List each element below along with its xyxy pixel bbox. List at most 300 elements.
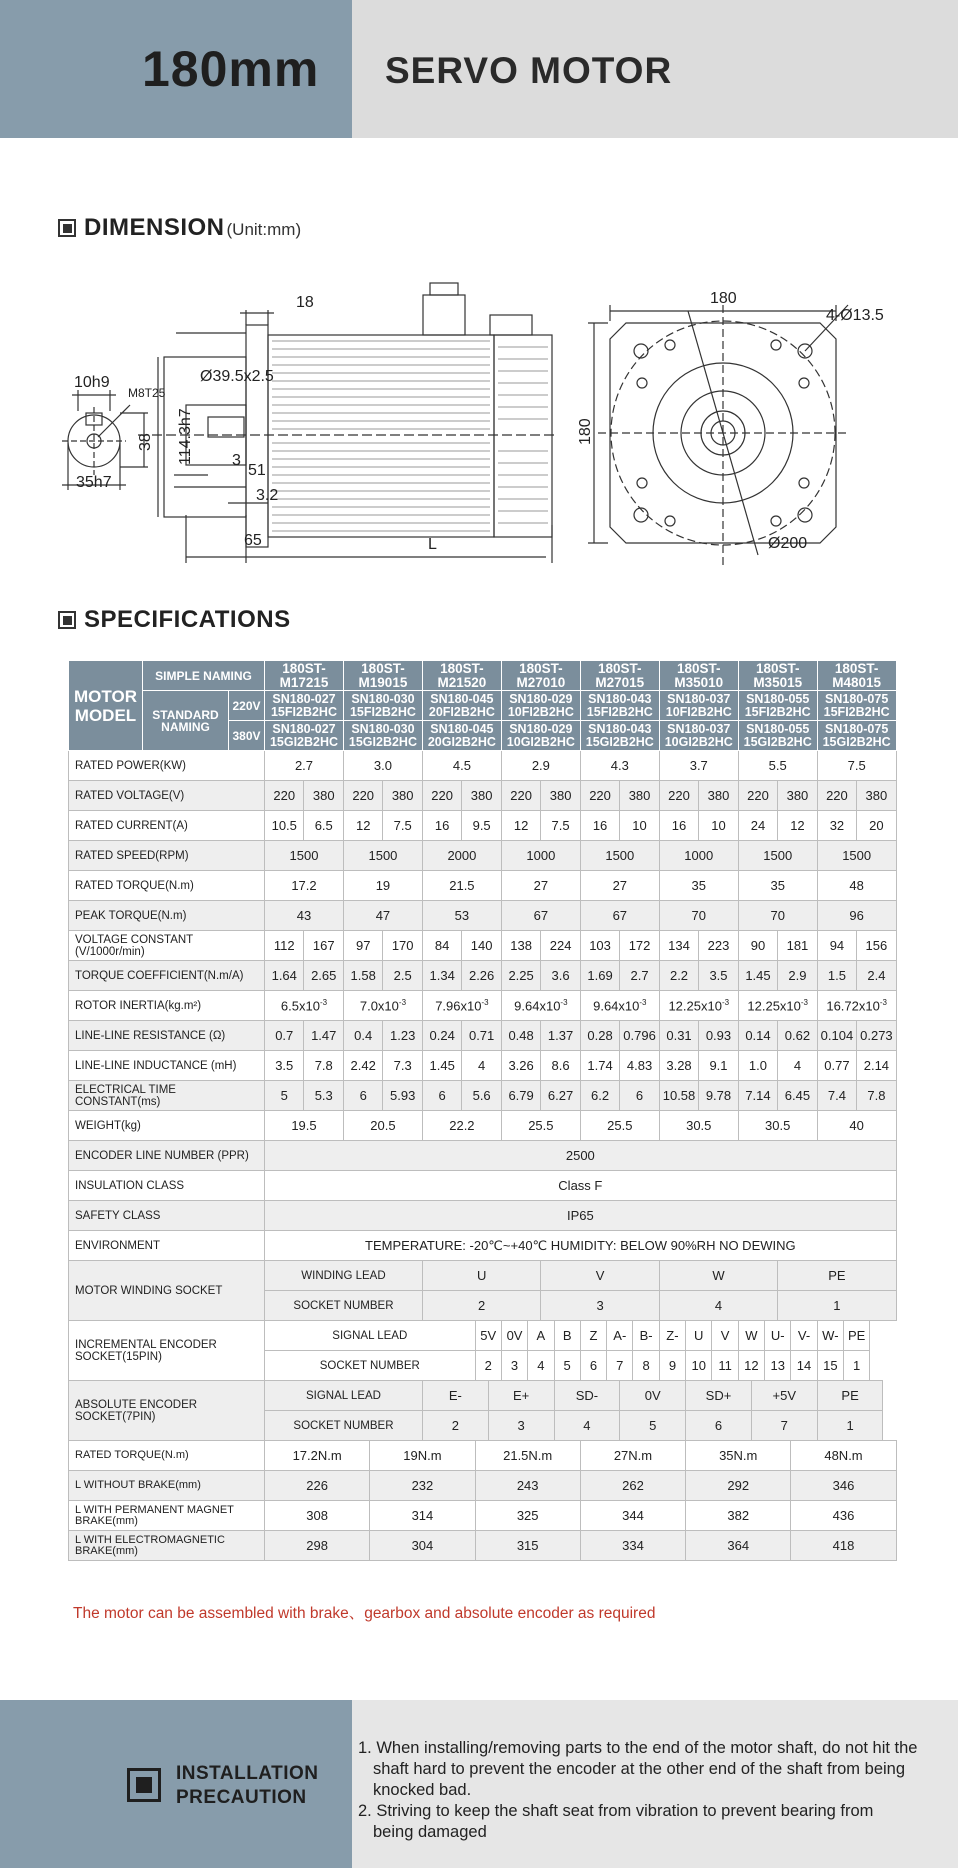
- power-connector: [423, 295, 465, 335]
- dim-thread: M8T25: [128, 386, 166, 400]
- spec-value: 436: [791, 1501, 896, 1531]
- table-row: [69, 1231, 897, 1261]
- spec-label: L WITHOUT BRAKE(mm): [69, 1471, 265, 1501]
- spec-value: $9.64x10^{-3}$: [501, 991, 580, 1021]
- square-bullet-icon: [127, 1768, 161, 1802]
- spec-value: 382: [686, 1501, 791, 1531]
- table-row: [69, 1501, 897, 1531]
- spec-value: 21.5: [422, 871, 501, 901]
- spec-value: 47: [343, 901, 422, 931]
- voltage-220-label: 220V: [229, 691, 265, 721]
- spec-value: 5: [265, 1081, 304, 1111]
- dim-3: 3: [232, 452, 241, 469]
- spec-value: 6: [620, 1081, 659, 1111]
- spec-value: 21.5N.m: [475, 1441, 580, 1471]
- spec-value: 6.2: [580, 1081, 619, 1111]
- table-row: [69, 931, 897, 961]
- spec-value: 5.3: [304, 1081, 343, 1111]
- socket-lead: U: [686, 1321, 712, 1351]
- spec-value: 6: [422, 1081, 461, 1111]
- table-row: [69, 1471, 897, 1501]
- spec-value: 344: [580, 1501, 685, 1531]
- spec-value: 243: [475, 1471, 580, 1501]
- spec-value: 1500: [580, 841, 659, 871]
- spec-value: 418: [791, 1531, 896, 1561]
- table-row: [69, 1531, 897, 1561]
- spec-value: 9.5: [462, 811, 501, 841]
- dim-65: 65: [244, 532, 262, 549]
- spec-value: 67: [501, 901, 580, 931]
- spec-label: L WITH ELECTROMAGNETIC BRAKE(mm): [69, 1531, 265, 1561]
- spec-value: 3.28: [659, 1051, 698, 1081]
- encoder-cover: [494, 335, 552, 537]
- installation-notes: [358, 1738, 918, 1843]
- standard-model-220: SN180-075 15FI2B2HC: [817, 691, 896, 721]
- spec-value: 90: [738, 931, 777, 961]
- spec-value: 181: [778, 931, 817, 961]
- socket-number: 5: [554, 1351, 580, 1381]
- spec-label: RATED TORQUE(N.m): [69, 871, 265, 901]
- table-row: [69, 1201, 897, 1231]
- socket-number-label: SOCKET NUMBER: [265, 1291, 423, 1321]
- socket-number: 2: [422, 1411, 488, 1441]
- spec-value: $6.5x10^{-3}$: [265, 991, 344, 1021]
- spec-value: 134: [659, 931, 698, 961]
- spec-value: 380: [383, 781, 422, 811]
- table-row: [69, 1261, 897, 1291]
- motor-flange: [246, 325, 268, 547]
- spec-value: 3.26: [501, 1051, 540, 1081]
- spec-value: 220: [501, 781, 540, 811]
- spec-value: 220: [343, 781, 382, 811]
- spec-value: 4.83: [620, 1051, 659, 1081]
- spec-value: 6.79: [501, 1081, 540, 1111]
- dimension-title: DIMENSION: [84, 214, 225, 241]
- spec-label: SAFETY CLASS: [69, 1201, 265, 1231]
- spec-value: 2.14: [857, 1051, 896, 1081]
- spec-value: 48: [817, 871, 896, 901]
- socket-lead: SD+: [686, 1381, 752, 1411]
- spec-value: 7.5: [383, 811, 422, 841]
- socket-number: 13: [765, 1351, 791, 1381]
- spec-value: $12.25x10^{-3}$: [659, 991, 738, 1021]
- spec-value: $9.64x10^{-3}$: [580, 991, 659, 1021]
- footer-arrow: [316, 1700, 352, 1868]
- voltage-380-label: 380V: [229, 721, 265, 751]
- spec-value: 48N.m: [791, 1441, 896, 1471]
- spec-value: 16: [580, 811, 619, 841]
- spec-value: 7.8: [304, 1051, 343, 1081]
- table-row: [69, 751, 897, 781]
- table-row: [69, 961, 897, 991]
- socket-lead: V: [712, 1321, 738, 1351]
- spec-value: 19N.m: [370, 1441, 475, 1471]
- socket-lead: +5V: [751, 1381, 817, 1411]
- spec-value: 1500: [343, 841, 422, 871]
- socket-lead: B: [554, 1321, 580, 1351]
- simple-model-name: 180ST- M48015: [817, 661, 896, 691]
- simple-model-name: 180ST- M19015: [343, 661, 422, 691]
- spec-value: 380: [304, 781, 343, 811]
- spec-label: VOLTAGE CONSTANT (V/1000r/min): [69, 931, 265, 961]
- spec-value: 226: [265, 1471, 370, 1501]
- spec-value: 380: [620, 781, 659, 811]
- dimension-drawing: [58, 275, 908, 565]
- dimension-heading: [58, 214, 301, 242]
- standard-model-380: SN180-029 10GI2B2HC: [501, 721, 580, 751]
- socket-number: 6: [580, 1351, 606, 1381]
- spec-value: 10: [699, 811, 738, 841]
- spec-value: 7.5: [817, 751, 896, 781]
- spec-value: 1.47: [304, 1021, 343, 1051]
- spec-value: 308: [265, 1501, 370, 1531]
- product-title: SERVO MOTOR: [385, 50, 673, 91]
- spec-value: 298: [265, 1531, 370, 1561]
- spec-value: 380: [462, 781, 501, 811]
- spec-value: 35: [659, 871, 738, 901]
- simple-model-name: 180ST- M35010: [659, 661, 738, 691]
- spec-value: 16: [659, 811, 698, 841]
- spec-value: 17.2N.m: [265, 1441, 370, 1471]
- spec-value: 0.62: [778, 1021, 817, 1051]
- spec-label: ROTOR INERTIA(kg.m²): [69, 991, 265, 1021]
- spec-value: 0.7: [265, 1021, 304, 1051]
- socket-lead: E-: [422, 1381, 488, 1411]
- spec-value: 364: [686, 1531, 791, 1561]
- standard-model-220: SN180-029 10FI2B2HC: [501, 691, 580, 721]
- spec-value: 35: [738, 871, 817, 901]
- socket-lead: W: [659, 1261, 777, 1291]
- motor-model-label: MOTOR MODEL: [69, 661, 143, 751]
- spec-value: 2.25: [501, 961, 540, 991]
- spec-value: 2.2: [659, 961, 698, 991]
- spec-value: 43: [265, 901, 344, 931]
- motor-size-title: 180mm: [142, 41, 320, 97]
- footer: [0, 1700, 958, 1868]
- standard-model-380: SN180-075 15GI2B2HC: [817, 721, 896, 751]
- spec-label: INCREMENTAL ENCODER SOCKET(15PIN): [69, 1321, 265, 1381]
- spec-label: MOTOR WINDING SOCKET: [69, 1261, 265, 1321]
- spec-value: 220: [422, 781, 461, 811]
- spec-value: 7.8: [857, 1081, 896, 1111]
- spec-value: 0.273: [857, 1021, 896, 1051]
- spec-value: 156: [857, 931, 896, 961]
- standard-model-380: SN180-045 20GI2B2HC: [422, 721, 501, 751]
- installation-note-item: 1. When installing/removing parts to the end of the motor shaft, do not hit the shaft hard to prevent the encoder at the other end of the shaft from being knocked bad.: [358, 1739, 918, 1799]
- standard-model-220: SN180-043 15FI2B2HC: [580, 691, 659, 721]
- spec-value: 0.71: [462, 1021, 501, 1051]
- socket-number: 11: [712, 1351, 738, 1381]
- header-bar: [0, 0, 958, 138]
- square-bullet-icon: [58, 219, 76, 237]
- spec-value: 0.24: [422, 1021, 461, 1051]
- table-row: [69, 1381, 897, 1411]
- spec-value: 304: [370, 1531, 475, 1561]
- spec-value: 220: [580, 781, 619, 811]
- spec-value: 3.5: [265, 1051, 304, 1081]
- spec-value: 3.0: [343, 751, 422, 781]
- spec-value: 167: [304, 931, 343, 961]
- spec-value: 0.796: [620, 1021, 659, 1051]
- spec-value: 10.5: [265, 811, 304, 841]
- standard-model-380: SN180-027 15GI2B2HC: [265, 721, 344, 751]
- dim-shaft-dia: 35h7: [76, 474, 112, 491]
- socket-lead-label: WINDING LEAD: [265, 1261, 423, 1291]
- spec-value: 1.74: [580, 1051, 619, 1081]
- dim-51: 51: [248, 462, 266, 479]
- spec-value: 380: [857, 781, 896, 811]
- table-row: [69, 811, 897, 841]
- spec-label: ABSOLUTE ENCODER SOCKET(7PIN): [69, 1381, 265, 1441]
- spec-value: 5.5: [738, 751, 817, 781]
- spec-label: INSULATION CLASS: [69, 1171, 265, 1201]
- dim-side: 180: [577, 418, 594, 445]
- spec-label: RATED VOLTAGE(V): [69, 781, 265, 811]
- table-row: [69, 1141, 897, 1171]
- table-row: [69, 691, 897, 721]
- socket-lead: PE: [844, 1321, 870, 1351]
- spec-value: 6.27: [541, 1081, 580, 1111]
- socket-lead: 5V: [475, 1321, 501, 1351]
- standard-model-220: SN180-055 15FI2B2HC: [738, 691, 817, 721]
- standard-model-220: SN180-037 10FI2B2HC: [659, 691, 738, 721]
- socket-lead: Z: [580, 1321, 606, 1351]
- dim-key-height: 38: [137, 433, 154, 451]
- socket-number: 12: [738, 1351, 764, 1381]
- spec-value: 7.14: [738, 1081, 777, 1111]
- spec-value: 22.2: [422, 1111, 501, 1141]
- table-row: [69, 1111, 897, 1141]
- spec-value: 35N.m: [686, 1441, 791, 1471]
- spec-value: 10: [620, 811, 659, 841]
- socket-number: 7: [751, 1411, 817, 1441]
- spec-label: RATED CURRENT(A): [69, 811, 265, 841]
- spec-value: 220: [817, 781, 856, 811]
- spec-value: 7.4: [817, 1081, 856, 1111]
- spec-value: 224: [541, 931, 580, 961]
- spec-label: TORQUE COEFFICIENT(N.m/A): [69, 961, 265, 991]
- table-row: [69, 871, 897, 901]
- socket-number: 4: [659, 1291, 777, 1321]
- spec-value: 94: [817, 931, 856, 961]
- spec-value: 1000: [501, 841, 580, 871]
- socket-lead: PE: [817, 1381, 883, 1411]
- spec-label: ENVIRONMENT: [69, 1231, 265, 1261]
- spec-value: 220: [265, 781, 304, 811]
- spec-label: WEIGHT(kg): [69, 1111, 265, 1141]
- spec-label: PEAK TORQUE(N.m): [69, 901, 265, 931]
- spec-value: 19: [343, 871, 422, 901]
- brake-note: The motor can be assembled with brake、gearbox and absolute encoder as required: [73, 1605, 656, 1622]
- standard-model-380: SN180-030 15GI2B2HC: [343, 721, 422, 751]
- spec-value: 7.5: [541, 811, 580, 841]
- dim-L: L: [428, 536, 437, 553]
- socket-lead: PE: [778, 1261, 896, 1291]
- socket-number: 4: [554, 1411, 620, 1441]
- spec-value: 0.104: [817, 1021, 856, 1051]
- socket-number: 2: [422, 1291, 540, 1321]
- spec-value: 0.28: [580, 1021, 619, 1051]
- socket-number: 1: [778, 1291, 896, 1321]
- socket-lead: E+: [488, 1381, 554, 1411]
- simple-model-name: 180ST- M35015: [738, 661, 817, 691]
- spec-value: IP65: [265, 1201, 897, 1231]
- spec-label: RATED POWER(KW): [69, 751, 265, 781]
- dim-flange-thk: 18: [296, 294, 314, 311]
- spec-label: RATED SPEED(RPM): [69, 841, 265, 871]
- spec-value: 2.65: [304, 961, 343, 991]
- socket-lead: 0V: [501, 1321, 527, 1351]
- socket-number: 6: [686, 1411, 752, 1441]
- socket-lead: 0V: [620, 1381, 686, 1411]
- spec-value: 6.5: [304, 811, 343, 841]
- spec-value: 70: [738, 901, 817, 931]
- spec-value: 6: [343, 1081, 382, 1111]
- spec-value: 1500: [265, 841, 344, 871]
- socket-number: 3: [501, 1351, 527, 1381]
- table-row: [69, 661, 897, 691]
- spec-value: 2.7: [265, 751, 344, 781]
- table-row: [69, 1321, 897, 1351]
- socket-lead: B-: [633, 1321, 659, 1351]
- socket-lead: Z-: [659, 1321, 685, 1351]
- spec-value: 32: [817, 811, 856, 841]
- socket-lead: A: [528, 1321, 554, 1351]
- table-row: [69, 1171, 897, 1201]
- table-row: [69, 1441, 897, 1471]
- spec-value: 8.6: [541, 1051, 580, 1081]
- spec-value: 170: [383, 931, 422, 961]
- spec-value: 16: [422, 811, 461, 841]
- dim-square: 180: [710, 290, 737, 307]
- spec-value: 1.5: [817, 961, 856, 991]
- socket-number: 3: [541, 1291, 659, 1321]
- spec-label: ELECTRICAL TIME CONSTANT(ms): [69, 1081, 265, 1111]
- table-row: [69, 1051, 897, 1081]
- spec-value: Class F: [265, 1171, 897, 1201]
- spec-value: 380: [541, 781, 580, 811]
- spec-value: 1.69: [580, 961, 619, 991]
- table-row: [69, 841, 897, 871]
- encoder-connector: [490, 315, 532, 335]
- spec-value: 223: [699, 931, 738, 961]
- socket-lead: W-: [817, 1321, 843, 1351]
- spec-value: 1.23: [383, 1021, 422, 1051]
- spec-value: 25.5: [580, 1111, 659, 1141]
- spec-value: 84: [422, 931, 461, 961]
- spec-value: TEMPERATURE: -20℃~+40℃ HUMIDITY: BELOW 90%RH NO DEWING: [265, 1231, 897, 1261]
- spec-value: 24: [738, 811, 777, 841]
- socket-number-label: SOCKET NUMBER: [265, 1351, 476, 1381]
- socket-number: 1: [844, 1351, 870, 1381]
- spec-value: 1500: [817, 841, 896, 871]
- dimension-unit: (Unit:mm): [226, 220, 302, 239]
- spec-value: $7.0x10^{-3}$: [343, 991, 422, 1021]
- spec-value: 20.5: [343, 1111, 422, 1141]
- installation-title-line2: PRECAUTION: [176, 1787, 307, 1808]
- spec-value: 3.6: [541, 961, 580, 991]
- simple-naming-label: SIMPLE NAMING: [143, 661, 265, 691]
- spec-value: 70: [659, 901, 738, 931]
- socket-number: 3: [488, 1411, 554, 1441]
- spec-value: 0.93: [699, 1021, 738, 1051]
- spec-value: 30.5: [738, 1111, 817, 1141]
- spec-value: 0.77: [817, 1051, 856, 1081]
- socket-lead: SD-: [554, 1381, 620, 1411]
- spec-value: 6.45: [778, 1081, 817, 1111]
- spec-value: 7.3: [383, 1051, 422, 1081]
- spec-label: RATED TORQUE(N.m): [69, 1441, 265, 1471]
- spec-value: 20: [857, 811, 896, 841]
- spec-value: 27: [501, 871, 580, 901]
- spec-value: 1000: [659, 841, 738, 871]
- standard-model-380: SN180-055 15GI2B2HC: [738, 721, 817, 751]
- spec-value: 262: [580, 1471, 685, 1501]
- socket-lead: V: [541, 1261, 659, 1291]
- standard-model-220: SN180-027 15FI2B2HC: [265, 691, 344, 721]
- spec-value: 2.7: [620, 961, 659, 991]
- spec-value: 1.58: [343, 961, 382, 991]
- simple-model-name: 180ST- M27010: [501, 661, 580, 691]
- standard-model-380: SN180-043 15GI2B2HC: [580, 721, 659, 751]
- specifications-heading: [58, 606, 291, 634]
- spec-value: 40: [817, 1111, 896, 1141]
- dim-key-width: 10h9: [74, 374, 110, 391]
- spec-value: 1.37: [541, 1021, 580, 1051]
- table-row: [69, 781, 897, 811]
- socket-lead: V-: [791, 1321, 817, 1351]
- standard-model-380: SN180-037 10GI2B2HC: [659, 721, 738, 751]
- dim-holes: 4-Ø13.5: [826, 307, 884, 324]
- spec-label: LINE-LINE INDUCTANCE (mH): [69, 1051, 265, 1081]
- spec-value: 2.42: [343, 1051, 382, 1081]
- spec-label: ENCODER LINE NUMBER (PPR): [69, 1141, 265, 1171]
- installation-note-item: 2. Striving to keep the shaft seat from vibration to prevent bearing from being damaged: [358, 1802, 874, 1841]
- spec-value: 380: [778, 781, 817, 811]
- specifications-table: [68, 660, 897, 1561]
- socket-lead: U-: [765, 1321, 791, 1351]
- spec-value: 1.45: [422, 1051, 461, 1081]
- spec-value: 2.5: [383, 961, 422, 991]
- spec-value: 12: [343, 811, 382, 841]
- spec-value: 0.4: [343, 1021, 382, 1051]
- spec-value: 325: [475, 1501, 580, 1531]
- spec-value: 12: [501, 811, 540, 841]
- spec-value: 67: [580, 901, 659, 931]
- socket-number: 7: [607, 1351, 633, 1381]
- spec-value: 315: [475, 1531, 580, 1561]
- spec-value: 1500: [738, 841, 817, 871]
- socket-number: 5: [620, 1411, 686, 1441]
- spec-value: 9.78: [699, 1081, 738, 1111]
- spec-value: 0.48: [501, 1021, 540, 1051]
- spec-value: 12: [778, 811, 817, 841]
- spec-value: 2500: [265, 1141, 897, 1171]
- dim-spigot: Ø39.5x2.5: [200, 368, 274, 385]
- spec-value: $16.72x10^{-3}$: [817, 991, 896, 1021]
- socket-number: 9: [659, 1351, 685, 1381]
- spec-value: 1.64: [265, 961, 304, 991]
- specifications-title: SPECIFICATIONS: [84, 606, 291, 633]
- spec-value: 4: [462, 1051, 501, 1081]
- spec-label: LINE-LINE RESISTANCE (Ω): [69, 1021, 265, 1051]
- installation-title-line1: INSTALLATION: [176, 1763, 319, 1784]
- spec-value: 232: [370, 1471, 475, 1501]
- spec-value: 25.5: [501, 1111, 580, 1141]
- spec-value: $12.25x10^{-3}$: [738, 991, 817, 1021]
- spec-value: 103: [580, 931, 619, 961]
- socket-lead: A-: [607, 1321, 633, 1351]
